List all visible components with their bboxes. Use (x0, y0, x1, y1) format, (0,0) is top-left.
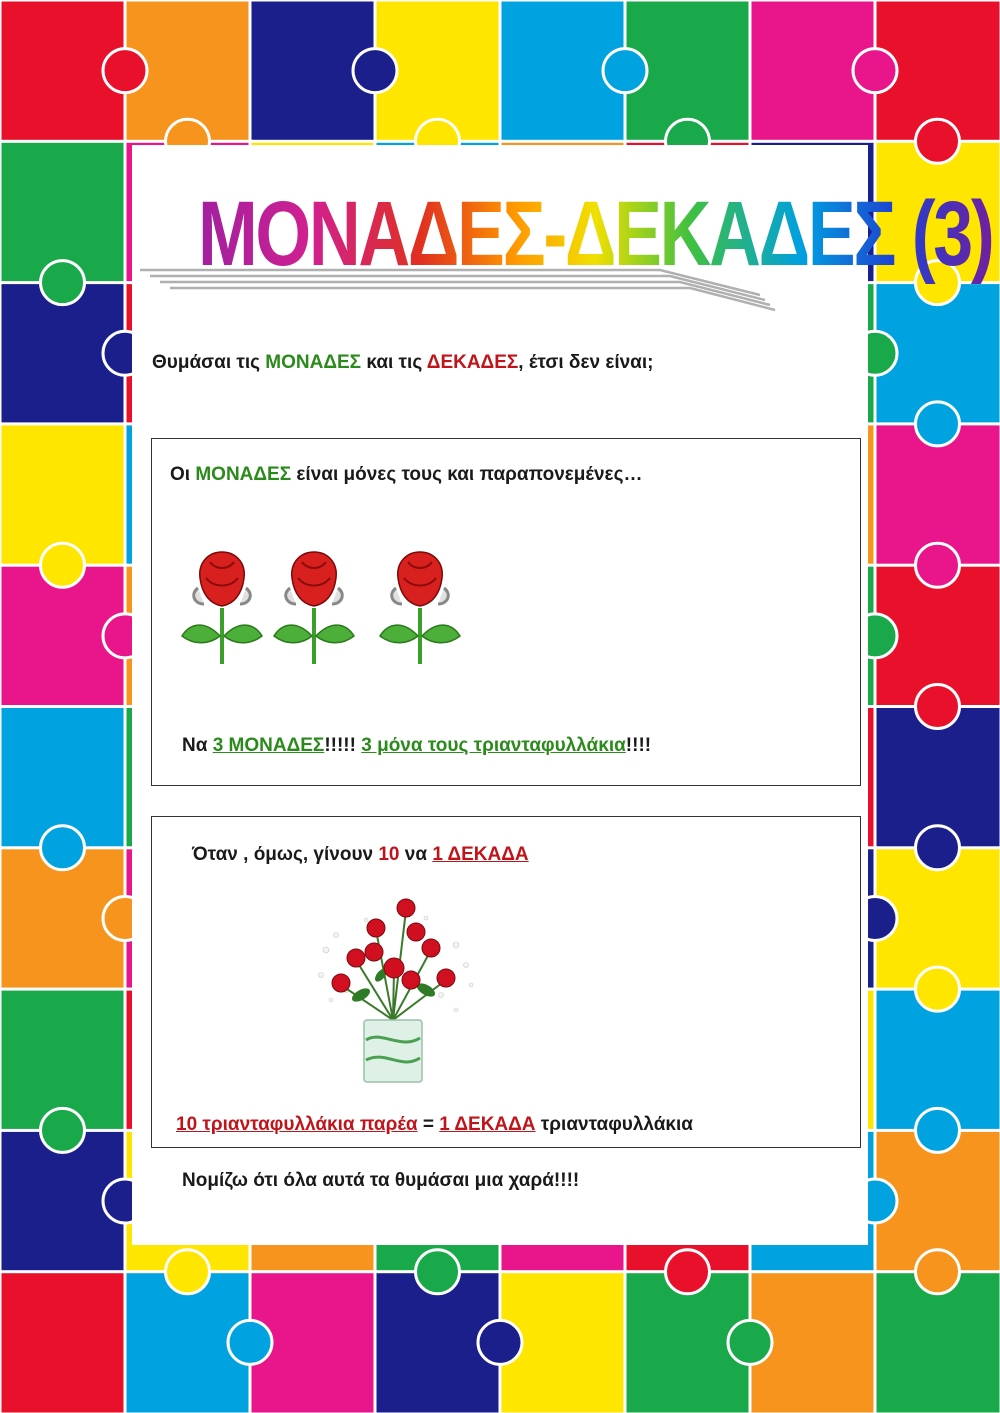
puzzle-knob (353, 49, 397, 93)
puzzle-knob (603, 49, 647, 93)
footer-part: = (417, 1114, 440, 1135)
puzzle-knob (916, 967, 960, 1011)
intro-part: και τις (361, 352, 427, 373)
footer-part: τριανταφυλλάκια (535, 1114, 693, 1135)
puzzle-knob (666, 1250, 710, 1294)
heading-part: να (399, 844, 433, 865)
heading-part: Όταν , όμως, γίνουν (192, 844, 379, 865)
puzzle-knob (41, 826, 85, 870)
puzzle-knob (41, 261, 85, 305)
puzzle-knob (916, 826, 960, 870)
puzzle-knob (228, 1320, 272, 1364)
puzzle-knob (916, 685, 960, 729)
footer-part: !!!!! (324, 735, 362, 756)
intro-monades: ΜΟΝΑΔΕΣ (265, 352, 362, 373)
heading-1-dekada: 1 ΔΕΚΑΔΑ (432, 844, 529, 865)
heading-monades: ΜΟΝΑΔΕΣ (195, 464, 292, 485)
rose-icon (180, 548, 264, 668)
rose-icon (272, 548, 356, 668)
closing-text: Νομίζω ότι όλα αυτά τα θυμάσαι μια χαρά!!!! (182, 1170, 580, 1191)
footer-part: Να (182, 735, 213, 756)
intro-dekades: ΔΕΚΑΔΕΣ (426, 352, 519, 373)
title-block (140, 170, 993, 320)
puzzle-piece (0, 1272, 126, 1413)
puzzle-knob (41, 543, 85, 587)
footer-3-roses: 3 μόνα τους τριανταφυλλάκια (361, 735, 626, 756)
footer-10-roses: 10 τριανταφυλλάκια παρέα (176, 1114, 418, 1135)
heading-ten: 10 (378, 844, 400, 865)
footer-part: !!!! (625, 735, 652, 756)
monades-box-heading (170, 464, 642, 486)
heading-part: Οι (170, 464, 196, 485)
puzzle-knob (916, 543, 960, 587)
heading-part: είναι μόνες τους και παραπονεμένες… (291, 464, 643, 485)
puzzle-knob (916, 1250, 960, 1294)
intro-text (152, 352, 653, 374)
page-title: ΜΟΝΑΔΕΣ-ΔΕΚΑΔΕΣ (3) (198, 183, 993, 285)
rose-icon (378, 548, 462, 668)
intro-part: Θυμάσαι τις (152, 352, 266, 373)
puzzle-knob (916, 402, 960, 446)
intro-part: , έτσι δεν είναι; (518, 352, 654, 373)
rose-bouquet-vase-icon (306, 890, 481, 1088)
puzzle-knob (41, 1108, 85, 1152)
puzzle-knob (103, 49, 147, 93)
puzzle-knob (728, 1320, 772, 1364)
puzzle-knob (916, 119, 960, 163)
dekada-box-heading (192, 844, 529, 866)
monades-box-footer (182, 735, 651, 757)
puzzle-knob (166, 1250, 210, 1294)
puzzle-knob (916, 1108, 960, 1152)
footer-1-dekada: 1 ΔΕΚΑΔΑ (439, 1114, 536, 1135)
dekada-box-footer (176, 1114, 693, 1136)
footer-3-monades: 3 ΜΟΝΑΔΕΣ (212, 735, 325, 756)
puzzle-knob (416, 1250, 460, 1294)
puzzle-knob (853, 49, 897, 93)
puzzle-knob (478, 1320, 522, 1364)
